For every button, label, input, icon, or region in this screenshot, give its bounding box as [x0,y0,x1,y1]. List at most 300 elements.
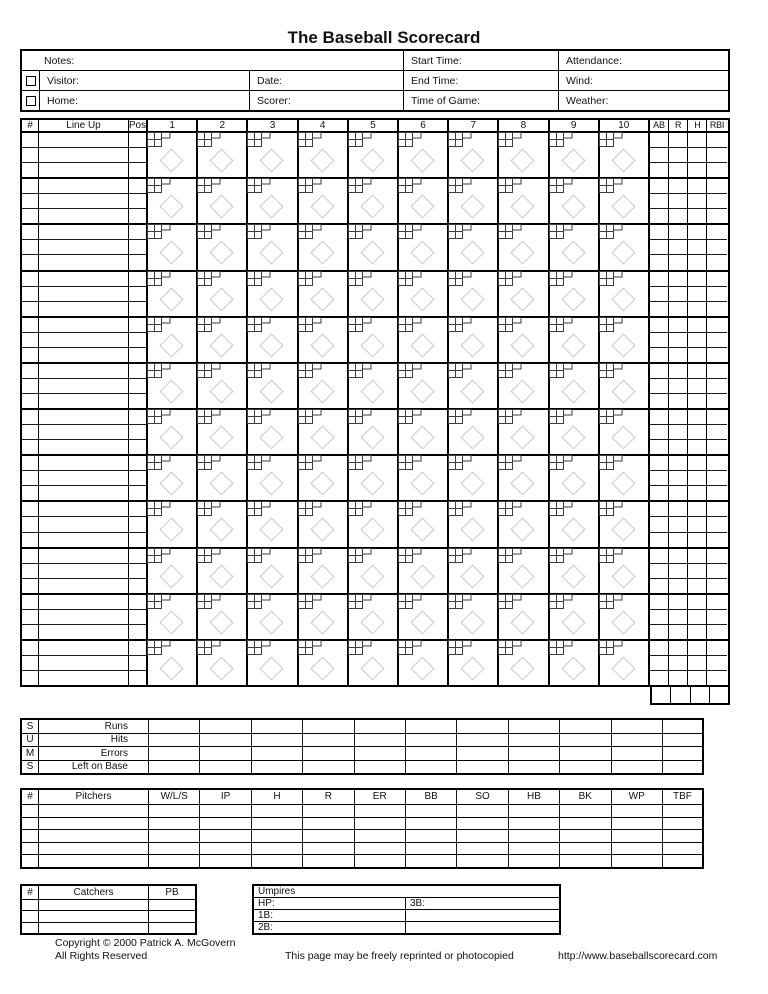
inning-cell-4 [299,272,349,316]
stat-sub-row [650,333,668,348]
lineup-sub-row [22,610,38,625]
pitcher-cell [663,818,702,830]
basepath-diamond-icon [310,610,334,634]
inning-cell-6 [399,595,449,639]
basepath-diamond-icon [461,287,485,311]
inning-cell-7 [449,641,499,685]
basepath-diamond-icon [210,287,234,311]
sums-inning-cell [457,720,508,733]
stat-sub-row [650,410,668,425]
lineup-sub-row [22,579,38,593]
header-inning-8: 8 [499,120,549,131]
inning-cell-8 [499,179,549,223]
pitch-count-grid-icon [549,594,573,610]
umpire-1b-field: 1B: [254,910,406,921]
basepath-diamond-icon [210,564,234,588]
pitcher-cell [612,855,663,867]
inning-cell-8 [499,549,549,593]
pitcher-cell [22,843,39,855]
pitcher-cell [252,805,303,817]
lineup-sub-row [129,225,146,240]
stat-sub-row [707,440,726,454]
stat-sub-row [707,364,726,379]
position-cell [129,410,148,454]
pitch-count-grid-icon [549,501,573,517]
basepath-diamond-icon [561,656,585,680]
pitcher-cell [39,855,149,867]
stat-sub-row [688,225,706,240]
inning-cell-4 [299,364,349,408]
pitcher-cell [457,830,508,842]
sums-inning-cell [612,734,663,747]
position-cell [129,179,148,223]
pitch-count-grid-icon [147,548,171,564]
inning-cell-1 [148,272,198,316]
pitcher-cell [406,843,457,855]
stat-sub-row [669,471,687,486]
basepath-diamond-icon [461,610,485,634]
pitch-count-grid-icon [348,548,372,564]
lineup-sub-row [129,194,146,209]
pitch-count-grid-icon [498,178,522,194]
copyright-line1: Copyright © 2000 Patrick A. McGovern [55,937,236,949]
pitch-count-grid-icon [599,548,623,564]
umpires-row-hp [254,898,559,910]
pitch-count-grid-icon [197,317,221,333]
lineup-sub-row [22,425,38,440]
pitch-count-grid-icon [197,132,221,148]
inning-cell-1 [148,595,198,639]
pitch-count-grid-icon [549,271,573,287]
pitch-count-grid-icon [247,455,271,471]
inning-cell-8 [499,456,549,500]
basepath-diamond-icon [461,148,485,172]
stat-sub-row [707,641,726,656]
inning-cell-5 [349,549,399,593]
stat-sub-row [688,287,706,302]
pitch-count-grid-icon [398,271,422,287]
totals-cell-r [671,687,690,703]
pitcher-cell [39,805,149,817]
position-cell [129,272,148,316]
sums-inning-cell [149,747,200,760]
sums-row-runs [22,720,702,734]
inning-cell-7 [449,410,499,454]
player-name-cell [39,133,129,177]
pitch-count-grid-icon [549,409,573,425]
pitch-count-grid-icon [247,548,271,564]
stat-sub-row [650,302,668,316]
pitcher-cell [39,843,149,855]
lineup-sub-row [22,502,38,517]
stat-sub-row [669,502,687,517]
sums-inning-cell [252,761,303,774]
visitor-checkbox [26,76,36,86]
basepath-diamond-icon [561,287,585,311]
player-name-cell [39,410,129,454]
stat-cell-r [669,595,688,639]
basepath-diamond-icon [511,333,535,357]
stat-sub-row [688,194,706,209]
pitch-count-grid-icon [147,409,171,425]
stat-sub-row [669,255,687,269]
stat-sub-row [707,425,726,440]
catchers-body [22,900,195,933]
inning-cell-8 [499,225,549,269]
inning-cell-5 [349,456,399,500]
pitch-count-grid-icon [549,132,573,148]
stat-sub-row [688,255,706,269]
inning-cell-1 [148,502,198,546]
lineup-sub-row [39,240,128,255]
pitch-count-grid-icon [298,640,322,656]
basepath-diamond-icon [461,241,485,265]
pitch-count-grid-icon [298,501,322,517]
stat-sub-row [707,302,726,316]
totals-cell-rbi [710,687,728,703]
basepath-diamond-icon [410,379,434,403]
player-name-cell [39,456,129,500]
inning-cell-3 [248,595,298,639]
scorer-field: Scorer: [250,91,404,110]
pitch-count-grid-icon [247,363,271,379]
stat-sub-row [688,502,706,517]
sums-inning-cell [457,761,508,774]
umpires-title: Umpires [254,886,559,898]
stat-cell-rbi [707,364,726,408]
home-checkbox [26,96,36,106]
stat-sub-row [669,318,687,333]
inning-cell-3 [248,364,298,408]
inning-cell-10 [600,549,650,593]
inning-cell-5 [349,641,399,685]
stat-sub-row [669,456,687,471]
catcher-row [22,900,195,911]
stat-cell-h [688,410,707,454]
lineup-sub-row [39,302,128,316]
player-name-cell [39,179,129,223]
stat-sub-row [650,209,668,223]
sums-inning-cell [560,734,611,747]
stat-sub-row [707,471,726,486]
inning-cell-8 [499,641,549,685]
pitch-count-grid-icon [398,132,422,148]
lineup-sub-row [22,656,38,671]
header-inning-7: 7 [449,120,499,131]
pitch-count-grid-icon [197,224,221,240]
pitcher-cell [252,843,303,855]
inning-cell-9 [550,502,600,546]
inning-cell-9 [550,641,600,685]
basepath-diamond-icon [360,610,384,634]
lineup-sub-row [129,579,146,593]
end-time-field: End Time: [404,71,559,90]
stat-cell-r [669,456,688,500]
pitch-count-grid-icon [247,409,271,425]
stat-sub-row [650,486,668,500]
umpire-3b-field: 3B: [410,898,426,909]
stat-sub-row [650,425,668,440]
stat-sub-row [707,502,726,517]
pitch-count-grid-icon [599,178,623,194]
stat-sub-row [688,425,706,440]
stat-sub-row [707,272,726,287]
pitch-count-grid-icon [197,640,221,656]
stat-sub-row [669,272,687,287]
stat-cell-r [669,133,688,177]
stat-cell-ab [650,595,669,639]
stat-sub-row [707,333,726,348]
basepath-diamond-icon [511,287,535,311]
basepath-diamond-icon [461,426,485,450]
sums-row-label: Runs [39,720,149,733]
lineup-sub-row [129,348,146,362]
pitch-count-grid-icon [348,317,372,333]
inning-cell-7 [449,179,499,223]
stat-cell-ab [650,502,669,546]
stat-cell-r [669,410,688,454]
pitch-count-grid-icon [197,548,221,564]
reprint-note: This page may be freely reprinted or photocopied [285,950,514,962]
stat-sub-row [707,379,726,394]
lineup-sub-row [22,549,38,564]
batter-number-cell [22,133,39,177]
basepath-diamond-icon [561,379,585,403]
sums-inning-cell [612,720,663,733]
inning-cell-6 [399,364,449,408]
stat-cell-ab [650,133,669,177]
stat-cell-rbi [707,456,726,500]
stat-sub-row [650,133,668,148]
stat-cell-rbi [707,410,726,454]
stat-sub-row [669,656,687,671]
inning-cell-6 [399,549,449,593]
inning-cell-10 [600,641,650,685]
basepath-diamond-icon [511,148,535,172]
inning-cell-9 [550,549,600,593]
sums-inning-cell [612,747,663,760]
header-stat-r: R [669,120,688,131]
stat-sub-row [688,486,706,500]
stat-sub-row [707,225,726,240]
basepath-diamond-icon [611,656,635,680]
batter-number-cell [22,179,39,223]
basepath-diamond-icon [210,148,234,172]
stat-sub-row [688,625,706,639]
sums-inning-cell [560,747,611,760]
inning-cell-3 [248,225,298,269]
inning-cell-4 [299,456,349,500]
sums-inning-cell [200,720,251,733]
stat-cell-h [688,595,707,639]
pitch-count-grid-icon [298,594,322,610]
pitch-count-grid-icon [197,363,221,379]
inning-cell-2 [198,272,248,316]
inning-cell-3 [248,456,298,500]
inning-cell-9 [550,179,600,223]
stat-sub-row [650,517,668,532]
pitch-count-grid-icon [498,594,522,610]
pitcher-cell [252,855,303,867]
pitch-count-grid-icon [147,363,171,379]
lineup-row [22,502,728,548]
basepath-diamond-icon [461,472,485,496]
inning-cell-10 [600,595,650,639]
pitcher-cell [149,843,200,855]
stat-sub-row [707,549,726,564]
pitch-count-grid-icon [448,640,472,656]
pitch-count-grid-icon [298,548,322,564]
basepath-diamond-icon [561,148,585,172]
pitch-count-grid-icon [549,317,573,333]
stat-sub-row [650,240,668,255]
position-cell [129,225,148,269]
lineup-sub-row [129,364,146,379]
pitch-count-grid-icon [247,132,271,148]
lineup-row [22,272,728,318]
player-name-cell [39,225,129,269]
sums-inning-cell [406,734,457,747]
lineup-sub-row [129,517,146,532]
pitcher-cell [200,843,251,855]
lineup-sub-row [129,302,146,316]
pitch-count-grid-icon [247,178,271,194]
inning-cell-7 [449,595,499,639]
lineup-sub-row [129,272,146,287]
lineup-sub-row [39,517,128,532]
lineup-sub-row [129,471,146,486]
stat-sub-row [707,348,726,362]
basepath-diamond-icon [159,333,183,357]
header-inning-9: 9 [550,120,600,131]
pitch-count-grid-icon [498,409,522,425]
pitch-count-grid-icon [197,409,221,425]
pitch-count-grid-icon [398,363,422,379]
basepath-diamond-icon [159,426,183,450]
lineup-sub-row [39,194,128,209]
pitch-count-grid-icon [147,224,171,240]
basepath-diamond-icon [360,333,384,357]
pitch-count-grid-icon [348,409,372,425]
pitch-count-grid-icon [549,178,573,194]
inning-cell-4 [299,641,349,685]
stat-sub-row [688,440,706,454]
inning-cell-9 [550,410,600,454]
basepath-diamond-icon [561,564,585,588]
lineup-row [22,318,728,364]
lineup-sub-row [129,133,146,148]
inning-cell-5 [349,318,399,362]
sums-row-left-on-base [22,761,702,774]
basepath-diamond-icon [511,379,535,403]
sums-inning-cell [149,720,200,733]
basepath-diamond-icon [210,379,234,403]
stat-cell-r [669,364,688,408]
sums-inning-cell [560,720,611,733]
sums-vertical-letter: M [22,747,39,760]
inning-cell-10 [600,318,650,362]
lineup-sub-row [39,348,128,362]
pitcher-cell [560,830,611,842]
visitor-checkbox-cell [22,71,40,90]
batter-number-cell [22,456,39,500]
inning-cell-5 [349,502,399,546]
sums-vertical-letter: U [22,734,39,747]
lineup-sub-row [39,456,128,471]
basepath-diamond-icon [310,564,334,588]
inning-cell-2 [198,456,248,500]
pitch-count-grid-icon [448,132,472,148]
lineup-sub-row [22,671,38,685]
catchers-header-catchers: Catchers [39,886,149,899]
lineup-sub-row [39,486,128,500]
pitcher-cell [355,818,406,830]
basepath-diamond-icon [561,195,585,219]
pitcher-row [22,855,702,867]
sums-inning-cell [612,761,663,774]
inning-cell-10 [600,410,650,454]
inning-cell-2 [198,641,248,685]
umpires-box [252,884,561,935]
stat-cell-ab [650,549,669,593]
lineup-sub-row [39,656,128,671]
sums-inning-cell [355,761,406,774]
inning-cell-4 [299,595,349,639]
pitcher-cell [252,830,303,842]
stat-cell-h [688,179,707,223]
lineup-sub-row [22,517,38,532]
position-cell [129,318,148,362]
pitcher-cell [560,843,611,855]
inning-cell-8 [499,595,549,639]
stat-sub-row [688,272,706,287]
umpire-hp-field: HP: [254,898,406,909]
inning-cell-7 [449,549,499,593]
pitch-count-grid-icon [398,594,422,610]
inning-cell-3 [248,549,298,593]
pitch-count-grid-icon [398,501,422,517]
lineup-row [22,549,728,595]
batter-number-cell [22,595,39,639]
lineup-sub-row [39,671,128,685]
inning-cell-9 [550,364,600,408]
basepath-diamond-icon [360,472,384,496]
stat-sub-row [669,333,687,348]
position-cell [129,502,148,546]
totals-extension [650,687,730,705]
pitchers-header-hb: HB [509,790,560,804]
stat-sub-row [650,163,668,177]
pitcher-cell [39,830,149,842]
pitcher-cell [355,805,406,817]
stat-sub-row [707,287,726,302]
inning-cell-5 [349,133,399,177]
pitch-count-grid-icon [448,178,472,194]
basepath-diamond-icon [360,379,384,403]
lineup-sub-row [22,148,38,163]
stat-sub-row [669,533,687,547]
lineup-row [22,456,728,502]
inning-cell-7 [449,318,499,362]
pitch-count-grid-icon [448,548,472,564]
basepath-diamond-icon [159,610,183,634]
stat-cell-h [688,364,707,408]
basepath-diamond-icon [461,518,485,542]
pitch-count-grid-icon [247,594,271,610]
lineup-sub-row [129,148,146,163]
lineup-sub-row [22,625,38,639]
sums-vertical-letter: S [22,761,39,774]
